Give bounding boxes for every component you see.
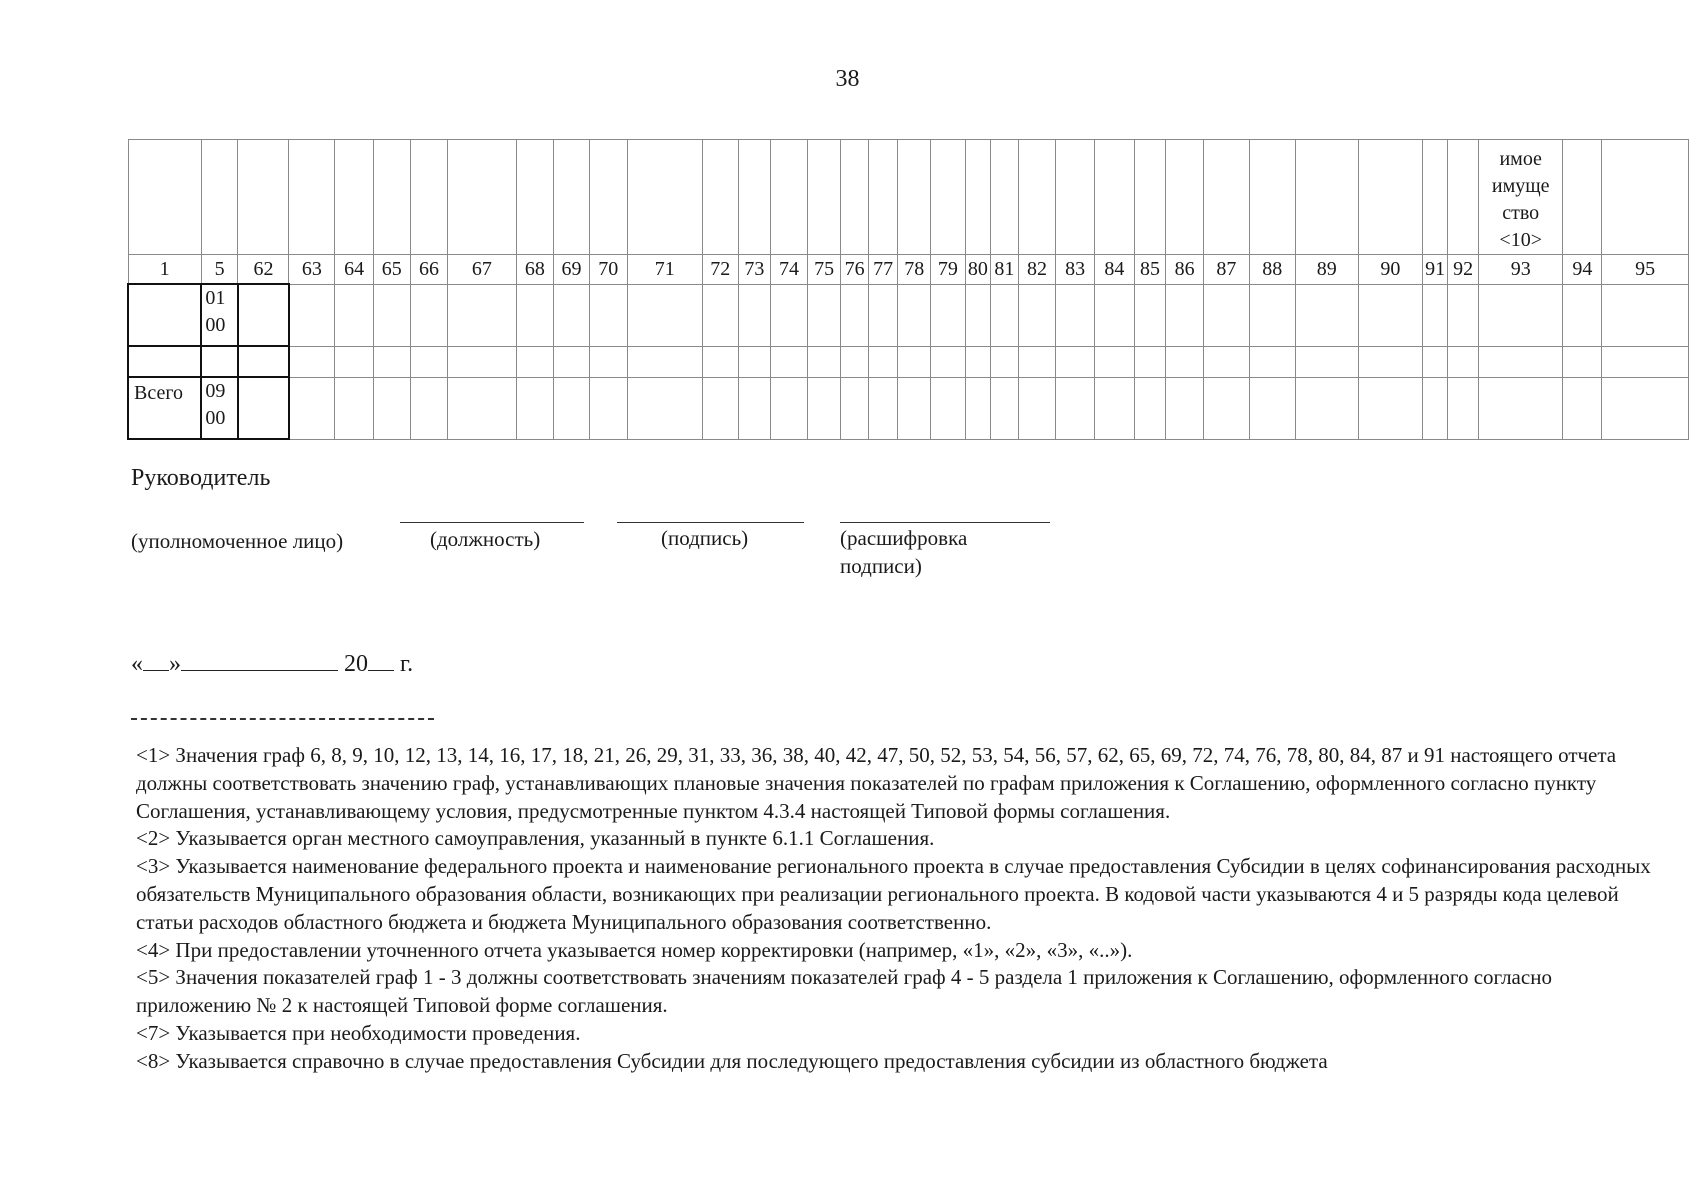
- month-blank: [181, 648, 338, 671]
- report-table: [127, 139, 1689, 440]
- header-cell: [931, 140, 966, 255]
- column-number: 89: [1295, 255, 1358, 285]
- column-number: 77: [868, 255, 898, 285]
- table-cell: [898, 284, 931, 346]
- header-text: <10>: [1499, 229, 1542, 251]
- column-number: 64: [335, 255, 374, 285]
- table-cell: [965, 284, 990, 346]
- table-cell: [1422, 377, 1447, 439]
- column-number: 69: [554, 255, 590, 285]
- table-cell: [589, 346, 627, 377]
- header-cell: [1448, 140, 1479, 255]
- table-cell: [1478, 377, 1563, 439]
- header-cell: [807, 140, 841, 255]
- table-cell: [1166, 346, 1204, 377]
- header-cell: [868, 140, 898, 255]
- table-cell: [410, 377, 448, 439]
- table-cell: [841, 284, 869, 346]
- table-cell: [627, 346, 702, 377]
- header-cell: [1134, 140, 1166, 255]
- footnote: <3> Указывается наименование федерального проекта и наименование регионального проекта в случае предоставления Субсидии в целях софинансирования расходных обязательств Муниципального образования области, возникающих при реализации регионального проекта. В кодовой части указываются 4 и 5 разряды кода целевой статьи расходов областного бюджета и бюджета Муниципального образования соответственно.: [136, 854, 1651, 934]
- header-cell: [1422, 140, 1447, 255]
- header-cell: [589, 140, 627, 255]
- header-cell: [1095, 140, 1135, 255]
- header-cell: [738, 140, 771, 255]
- table-cell: [1602, 377, 1689, 439]
- table-cell: [335, 284, 374, 346]
- table-cell: [1478, 284, 1563, 346]
- table-cell: [991, 346, 1019, 377]
- column-number: 63: [289, 255, 335, 285]
- column-number: 90: [1358, 255, 1422, 285]
- column-number: 5: [201, 255, 238, 285]
- column-number: 65: [373, 255, 410, 285]
- table-cell: [1358, 346, 1422, 377]
- column-number: 81: [991, 255, 1019, 285]
- table-cell: [554, 284, 590, 346]
- position-label: (должность): [430, 527, 541, 551]
- table-cell: [289, 284, 335, 346]
- header-cell: [1295, 140, 1358, 255]
- date-line: [131, 648, 413, 678]
- table-cell: [238, 377, 289, 439]
- table-cell: [589, 377, 627, 439]
- column-number: 62: [238, 255, 289, 285]
- header-cell: [1358, 140, 1422, 255]
- table-cell: [1056, 377, 1095, 439]
- year-prefix: 20: [344, 651, 368, 677]
- column-number: 73: [738, 255, 771, 285]
- table-cell: [448, 284, 516, 346]
- footnotes: [136, 742, 1656, 1076]
- header-text: ство: [1502, 202, 1540, 224]
- header-cell: [1203, 140, 1249, 255]
- table-cell: [589, 284, 627, 346]
- header-cell: [991, 140, 1019, 255]
- table-cell: [1056, 284, 1095, 346]
- row-label: [128, 284, 201, 346]
- table-cell: [1166, 377, 1204, 439]
- row-label: Всего: [128, 377, 201, 439]
- decode-label-line-1: (расшифровка: [840, 526, 968, 550]
- table-cell: [868, 284, 898, 346]
- header-cell: [238, 140, 289, 255]
- table-cell: [335, 377, 374, 439]
- table-cell: [1563, 377, 1602, 439]
- column-number: 1: [128, 255, 201, 285]
- footnote: <7> Указывается при необходимости проведения.: [136, 1020, 581, 1045]
- signature-label: (подпись): [661, 526, 749, 550]
- table-cell: [1203, 346, 1249, 377]
- table-cell: [965, 377, 990, 439]
- header-cell: [289, 140, 335, 255]
- table-cell: [868, 377, 898, 439]
- column-number: 79: [931, 255, 966, 285]
- table-cell: [931, 346, 966, 377]
- table-cell: [1602, 346, 1689, 377]
- table-cell: [1095, 284, 1135, 346]
- table-cell: [931, 284, 966, 346]
- table-cell: [1203, 284, 1249, 346]
- column-number: 95: [1602, 255, 1689, 285]
- footnote: <2> Указывается орган местного самоуправления, указанный в пункте 6.1.1 Соглашения.: [136, 826, 935, 851]
- table-cell: [238, 284, 289, 346]
- table-cell: [1358, 284, 1422, 346]
- table-cell: [738, 377, 771, 439]
- header-cell: [516, 140, 554, 255]
- table-cell: [1295, 284, 1358, 346]
- table-cell: [807, 346, 841, 377]
- table-cell: [991, 377, 1019, 439]
- header-cell: [1563, 140, 1602, 255]
- decode-label: [840, 524, 967, 580]
- header-cell: [965, 140, 990, 255]
- header-cell: [335, 140, 374, 255]
- table-cell: [1448, 346, 1479, 377]
- table-cell: [1134, 346, 1166, 377]
- table-cell: [410, 284, 448, 346]
- header-cell: [128, 140, 201, 255]
- footnote-separator: [131, 718, 434, 720]
- table-cell: [931, 377, 966, 439]
- table-cell: [335, 346, 374, 377]
- table-cell: [807, 284, 841, 346]
- table-cell: [1448, 377, 1479, 439]
- decode-label-line-2: подписи): [840, 554, 922, 578]
- signature-title: Руководитель: [131, 465, 271, 491]
- table-cell: [627, 284, 702, 346]
- footnote: <4> При предоставлении уточненного отчета указывается номер корректировки (например, «1», «2», «3», «..»).: [136, 937, 1133, 962]
- table-cell: [702, 346, 738, 377]
- table-cell: [554, 377, 590, 439]
- footnote: <1> Значения граф 6, 8, 9, 10, 12, 13, 14, 16, 17, 18, 21, 26, 29, 31, 33, 36, 38, 40, 42, 47, 50, 52, 53, 54, 56, 57, 62, 65, 69, 72, 74, 76, 78, 80, 84, 87 и 91 настоящего отчета должны соответствовать значению граф, устанавливающих плановые значения показателей по графам приложения к Соглашению, оформленного согласно пункту Соглашения, устанавливающему условия, предусмотренные пунктом 4.3.4 настоящей Типовой формы соглашения.: [136, 743, 1617, 823]
- table-cell: [1422, 346, 1447, 377]
- column-number: 80: [965, 255, 990, 285]
- column-number: 75: [807, 255, 841, 285]
- column-number: 72: [702, 255, 738, 285]
- table-cell: [1295, 346, 1358, 377]
- year-suffix: г.: [400, 651, 414, 677]
- table-cell: [238, 346, 289, 377]
- decode-line: [840, 522, 1050, 523]
- table-cell: [554, 346, 590, 377]
- column-number: 68: [516, 255, 554, 285]
- table-cell: [1249, 346, 1295, 377]
- header-cell: [1478, 140, 1563, 255]
- column-number: 87: [1203, 255, 1249, 285]
- table-cell: [1563, 346, 1602, 377]
- table-cell: [771, 284, 808, 346]
- table-cell: [1166, 284, 1204, 346]
- column-number: 86: [1166, 255, 1204, 285]
- column-number: 84: [1095, 255, 1135, 285]
- table-cell: [1249, 284, 1295, 346]
- table-cell: [702, 284, 738, 346]
- year-blank: [368, 648, 394, 671]
- row-code: 09 00: [201, 377, 238, 439]
- table-cell: [1448, 284, 1479, 346]
- table-cell: [841, 346, 869, 377]
- header-cell: [771, 140, 808, 255]
- row-code: 01 00: [201, 284, 238, 346]
- table-cell: [1018, 377, 1056, 439]
- table-cell: [1602, 284, 1689, 346]
- table-cell: [965, 346, 990, 377]
- signature-line: [617, 522, 804, 523]
- position-line: [400, 522, 584, 523]
- column-number: 92: [1448, 255, 1479, 285]
- column-number: 74: [771, 255, 808, 285]
- page-number: 38: [835, 66, 860, 92]
- header-cell: [841, 140, 869, 255]
- header-cell: [410, 140, 448, 255]
- footnote: <5> Значения показателей граф 1 - 3 должны соответствовать значениям показателей граф 4 - 5 раздела 1 приложения к Соглашению, оформленного согласно приложению № 2 к настоящей Типовой форме соглашения.: [136, 965, 1552, 1018]
- table-cell: [448, 346, 516, 377]
- header-cell: [1602, 140, 1689, 255]
- header-text: имое: [1499, 148, 1542, 170]
- column-number: 76: [841, 255, 869, 285]
- table-cell: [1563, 284, 1602, 346]
- table-cell: [1295, 377, 1358, 439]
- column-number: 66: [410, 255, 448, 285]
- table-cell: [448, 377, 516, 439]
- table-cell: [771, 377, 808, 439]
- table-cell: [841, 377, 869, 439]
- column-number: 71: [627, 255, 702, 285]
- column-number: 70: [589, 255, 627, 285]
- header-cell: [201, 140, 238, 255]
- table-cell: [738, 284, 771, 346]
- table-cell: [373, 284, 410, 346]
- table-cell: [1018, 346, 1056, 377]
- column-number: 91: [1422, 255, 1447, 285]
- row-label: [128, 346, 201, 377]
- column-number: 67: [448, 255, 516, 285]
- table-row: [128, 346, 1689, 377]
- table-cell: [1095, 377, 1135, 439]
- table-cell: [1358, 377, 1422, 439]
- table-cell: [898, 377, 931, 439]
- table-cell: [516, 284, 554, 346]
- header-cell: [1056, 140, 1095, 255]
- table-cell: [807, 377, 841, 439]
- table-cell: [991, 284, 1019, 346]
- table-row: [128, 377, 1689, 439]
- table-cell: [627, 377, 702, 439]
- table-cell: [289, 346, 335, 377]
- table-cell: [373, 377, 410, 439]
- column-number: 93: [1478, 255, 1563, 285]
- date-close-quote: »: [169, 651, 181, 677]
- header-cell: [373, 140, 410, 255]
- table-cell: [516, 377, 554, 439]
- table-cell: [1203, 377, 1249, 439]
- header-cell: [702, 140, 738, 255]
- table-row: [128, 284, 1689, 346]
- column-number: 78: [898, 255, 931, 285]
- header-cell: [1166, 140, 1204, 255]
- header-text: имуще: [1491, 175, 1550, 197]
- column-number: 83: [1056, 255, 1095, 285]
- column-number: 94: [1563, 255, 1602, 285]
- row-code: [201, 346, 238, 377]
- table-cell: [1018, 284, 1056, 346]
- table-cell: [373, 346, 410, 377]
- table-cell: [1478, 346, 1563, 377]
- table-cell: [410, 346, 448, 377]
- header-cell: [554, 140, 590, 255]
- table-cell: [738, 346, 771, 377]
- header-cell: [627, 140, 702, 255]
- table-cell: [1134, 284, 1166, 346]
- table-cell: [516, 346, 554, 377]
- table-cell: [289, 377, 335, 439]
- column-number: 88: [1249, 255, 1295, 285]
- table-cell: [898, 346, 931, 377]
- header-cell: [448, 140, 516, 255]
- table-cell: [1095, 346, 1135, 377]
- footnote: <8> Указывается справочно в случае предоставления Субсидии для последующего предоставления субсидии из областного бюджета: [136, 1048, 1328, 1073]
- table-cell: [1249, 377, 1295, 439]
- header-cell: [1018, 140, 1056, 255]
- date-open-quote: «: [131, 651, 143, 677]
- column-number: 82: [1018, 255, 1056, 285]
- day-blank: [143, 648, 169, 671]
- header-cell: [1249, 140, 1295, 255]
- table-cell: [1134, 377, 1166, 439]
- column-number: 85: [1134, 255, 1166, 285]
- table-cell: [702, 377, 738, 439]
- table-cell: [1056, 346, 1095, 377]
- table-cell: [771, 346, 808, 377]
- table-cell: [868, 346, 898, 377]
- person-label: (уполномоченное лицо): [131, 529, 344, 553]
- table-cell: [1422, 284, 1447, 346]
- header-cell: [898, 140, 931, 255]
